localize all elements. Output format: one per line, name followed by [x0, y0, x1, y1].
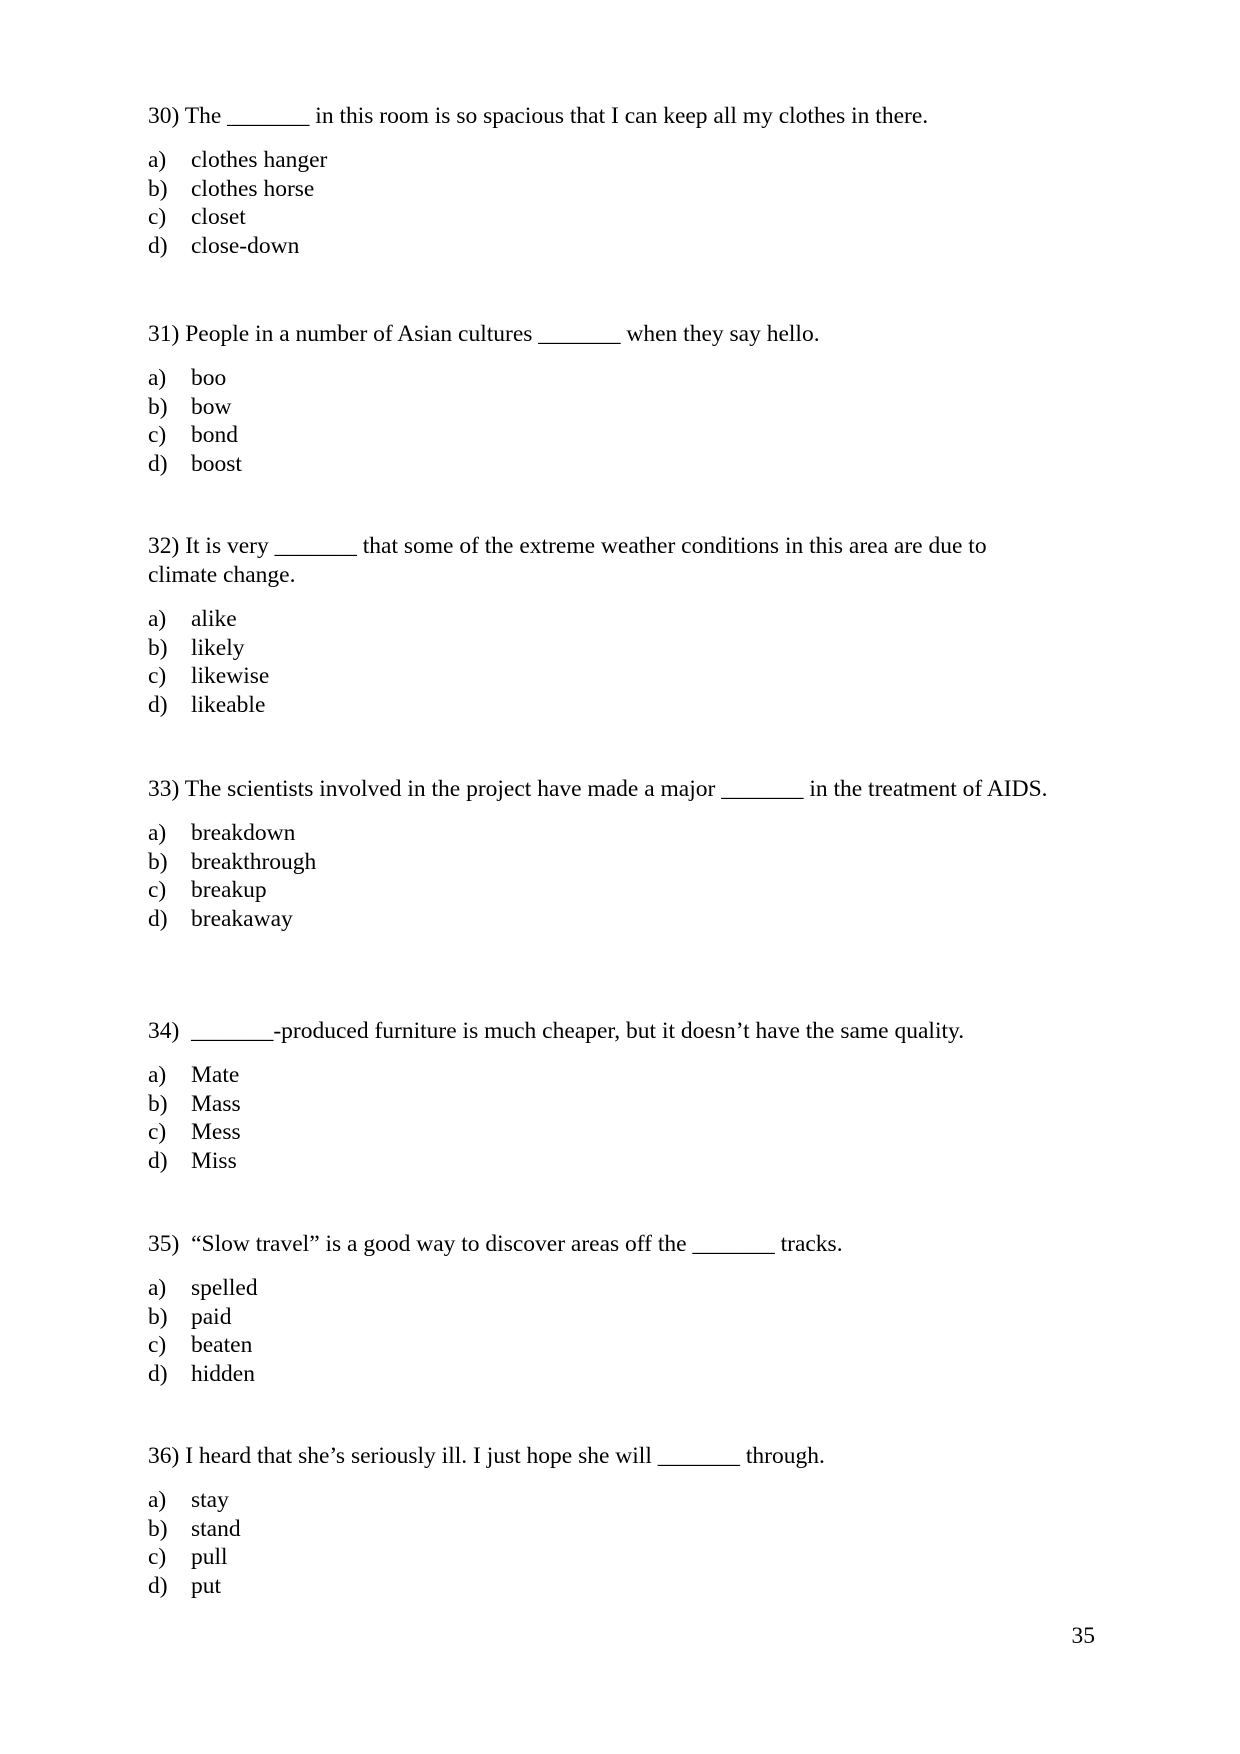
option-list: [148, 819, 1048, 934]
question-text: 36) I heard that she’s seriously ill. I just hope she will _______ through.: [148, 1443, 825, 1469]
question-text: 35) “Slow travel” is a good way to discover areas off the _______ tracks.: [148, 1231, 843, 1257]
option-c: [148, 203, 1048, 232]
page-number: 35: [1071, 1623, 1095, 1649]
option-letter: b): [148, 1303, 168, 1330]
option-d: [148, 1147, 1048, 1176]
option-letter: a): [148, 1275, 167, 1301]
question-35: [148, 1230, 1048, 1389]
option-letter: c): [148, 877, 167, 904]
question-31: [148, 320, 1048, 479]
question-36: [148, 1442, 1048, 1601]
option-d: [148, 1360, 1048, 1389]
option-d: [148, 232, 1048, 261]
option-list: [148, 364, 1048, 479]
option-a: [148, 1486, 1048, 1515]
option-b: [148, 1515, 1048, 1544]
option-letter: b): [148, 393, 168, 420]
option-text: likewise: [191, 663, 270, 690]
option-letter: d): [148, 233, 168, 260]
option-list: [148, 1274, 1048, 1389]
option-letter: b): [148, 1090, 168, 1117]
option-text: stay: [191, 1487, 229, 1513]
option-text: Mess: [191, 1119, 241, 1146]
option-b: [148, 634, 1048, 663]
option-text: boo: [191, 365, 227, 391]
option-letter: d): [148, 692, 168, 719]
option-text: closet: [191, 204, 246, 231]
option-text: hidden: [191, 1361, 255, 1388]
option-text: stand: [191, 1515, 241, 1542]
option-letter: b): [148, 634, 168, 661]
option-letter: c): [148, 1119, 167, 1146]
option-c: [148, 1118, 1048, 1147]
option-a: [148, 605, 1048, 634]
option-letter: d): [148, 906, 168, 933]
option-a: [148, 1274, 1048, 1303]
option-letter: d): [148, 1573, 168, 1600]
option-a: [148, 146, 1048, 175]
option-b: [148, 848, 1048, 877]
option-text: breakdown: [191, 820, 296, 846]
option-text: close-down: [191, 233, 300, 260]
question-text: 30) The _______ in this room is so spacious that I can keep all my clothes in there.: [148, 103, 929, 129]
option-letter: c): [148, 663, 167, 690]
option-text: put: [191, 1573, 222, 1600]
question-30: [148, 102, 1048, 261]
option-text: Mate: [191, 1062, 240, 1088]
option-list: [148, 1061, 1048, 1176]
option-text: beaten: [191, 1332, 253, 1359]
option-text: breakaway: [191, 906, 293, 933]
option-letter: d): [148, 1148, 168, 1175]
option-text: Miss: [191, 1148, 237, 1175]
option-text: bond: [191, 422, 238, 449]
option-d: [148, 905, 1048, 934]
option-text: pull: [191, 1544, 228, 1571]
option-c: [148, 876, 1048, 905]
option-list: [148, 1486, 1048, 1601]
option-b: [148, 175, 1048, 204]
option-text: breakthrough: [191, 848, 317, 875]
option-list: [148, 146, 1048, 261]
option-letter: a): [148, 365, 167, 391]
question-text: 31) People in a number of Asian cultures _______ when they say hello.: [148, 321, 820, 347]
question-text: 33) The scientists involved in the project have made a major _______ in the treatment of AIDS.: [148, 776, 1048, 802]
option-text: alike: [191, 606, 237, 632]
question-34: [148, 1017, 1048, 1176]
question-text: 34) _______-produced furniture is much cheaper, but it doesn’t have the same quality.: [148, 1018, 965, 1044]
option-text: clothes hanger: [191, 147, 328, 173]
option-letter: a): [148, 147, 167, 173]
option-b: [148, 393, 1048, 422]
option-letter: a): [148, 606, 167, 632]
option-text: likeable: [191, 692, 266, 719]
option-text: paid: [191, 1303, 232, 1330]
option-a: [148, 819, 1048, 848]
option-a: [148, 364, 1048, 393]
question-32: [148, 532, 1048, 720]
option-text: Mass: [191, 1090, 241, 1117]
option-d: [148, 1572, 1048, 1601]
option-letter: b): [148, 848, 168, 875]
option-c: [148, 1543, 1048, 1572]
option-letter: c): [148, 204, 167, 231]
option-b: [148, 1303, 1048, 1332]
option-letter: a): [148, 820, 167, 846]
option-letter: c): [148, 1544, 167, 1571]
option-letter: c): [148, 1332, 167, 1359]
question-text: 32) It is very _______ that some of the extreme weather conditions in this area are due to climate change.: [148, 533, 993, 588]
option-c: [148, 662, 1048, 691]
option-text: breakup: [191, 877, 267, 904]
option-letter: a): [148, 1062, 167, 1088]
option-letter: b): [148, 175, 168, 202]
option-text: likely: [191, 634, 245, 661]
option-letter: d): [148, 451, 168, 478]
question-33: [148, 775, 1048, 934]
option-text: boost: [191, 451, 242, 478]
option-c: [148, 1331, 1048, 1360]
option-text: bow: [191, 393, 232, 420]
option-d: [148, 450, 1048, 479]
option-c: [148, 421, 1048, 450]
option-d: [148, 691, 1048, 720]
option-letter: b): [148, 1515, 168, 1542]
option-letter: d): [148, 1361, 168, 1388]
option-text: clothes horse: [191, 175, 315, 202]
option-letter: c): [148, 422, 167, 449]
option-b: [148, 1090, 1048, 1119]
option-list: [148, 605, 1048, 720]
option-letter: a): [148, 1487, 167, 1513]
option-text: spelled: [191, 1275, 258, 1301]
option-a: [148, 1061, 1048, 1090]
